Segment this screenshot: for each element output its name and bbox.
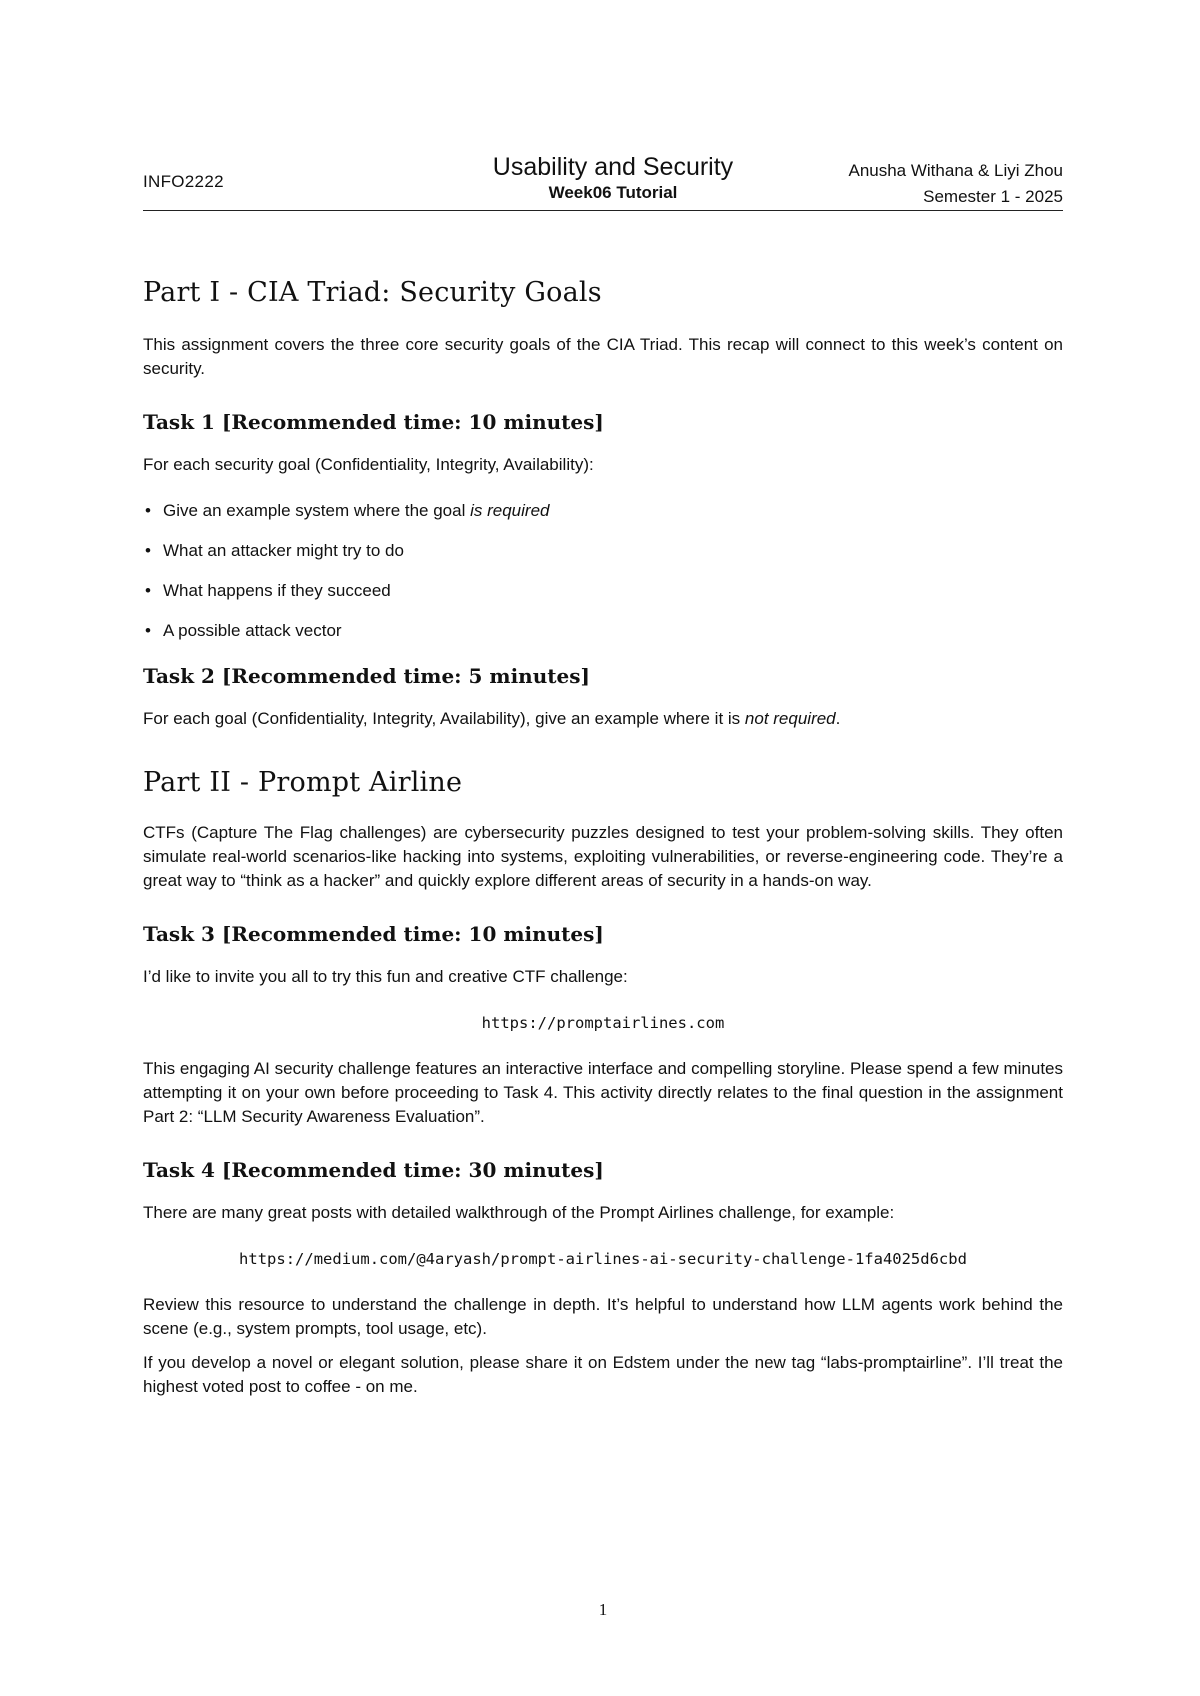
task3-text: This engaging AI security challenge features an interactive interface and compelling storyline. Please spend a few minutes attempting it on your own before proceeding to Task 4. This activity directly relates to the final question in the assignment Part 2: “LLM Security Awareness Evaluation”. (143, 1059, 1063, 1126)
task3-heading: Task 3 [Recommended time: 10 minutes] (143, 922, 604, 946)
list-item: • Give an example system where the goal is required (145, 501, 550, 520)
task3-lead: I’d like to invite you all to try this fun and creative CTF challenge: (143, 967, 628, 986)
task1-bullet-list (143, 499, 1063, 643)
task2-text: For each goal (Confidentiality, Integrity, Availability), give an example where it is not required. (143, 709, 841, 728)
part1-intro: This assignment covers the three core security goals of the CIA Triad. This recap will connect to this week’s content on security. (143, 335, 1063, 378)
task4-heading: Task 4 [Recommended time: 30 minutes] (143, 1158, 604, 1182)
page-number: 1 (598, 1600, 608, 1619)
task4-lead: There are many great posts with detailed walkthrough of the Prompt Airlines challenge, for example: (143, 1203, 895, 1222)
list-item: • What happens if they succeed (145, 581, 391, 600)
document-title: Usability and Security (492, 153, 734, 181)
task1-heading: Task 1 [Recommended time: 10 minutes] (143, 410, 604, 434)
task3-url[interactable]: https://promptairlines.com (481, 1014, 725, 1032)
task4-text2: If you develop a novel or elegant solution, please share it on Edstem under the new tag “labs-promptairline”. I’ll treat the highest voted post to coffee - on me. (143, 1353, 1063, 1396)
document-body (143, 275, 1063, 1399)
part2-intro: CTFs (Capture The Flag challenges) are cybersecurity puzzles designed to test your problem-solving skills. They often simulate real-world scenarios-like hacking into systems, exploiting vulnerabilities, or reverse-engineering code. They’re a great way to “think as a hacker” and quickly explore different areas of security in a hands-on way. (143, 823, 1063, 890)
list-item: • A possible attack vector (145, 621, 342, 640)
authors: Anusha Withana & Liyi Zhou (848, 161, 1063, 180)
course-code: INFO2222 (143, 172, 224, 191)
document-subtitle: Week06 Tutorial (548, 183, 678, 202)
part1-heading: Part I - CIA Triad: Security Goals (143, 277, 602, 308)
header-right (848, 158, 1063, 210)
task4-text1: Review this resource to understand the challenge in depth. It’s helpful to understand how LLM agents work behind the scene (e.g., system prompts, tool usage, etc). (143, 1295, 1063, 1338)
part2-heading: Part II - Prompt Airline (143, 767, 463, 798)
semester: Semester 1 - 2025 (923, 187, 1063, 206)
task2-heading: Task 2 [Recommended time: 5 minutes] (143, 664, 590, 688)
task1-lead: For each security goal (Confidentiality, Integrity, Availability): (143, 455, 594, 474)
page-header (143, 152, 1063, 211)
document-page (143, 0, 1063, 1696)
task4-url[interactable]: https://medium.com/@4aryash/prompt-airlines-ai-security-challenge-1fa4025d6cbd (239, 1250, 967, 1268)
list-item: • What an attacker might try to do (145, 541, 404, 560)
header-center (463, 152, 763, 204)
